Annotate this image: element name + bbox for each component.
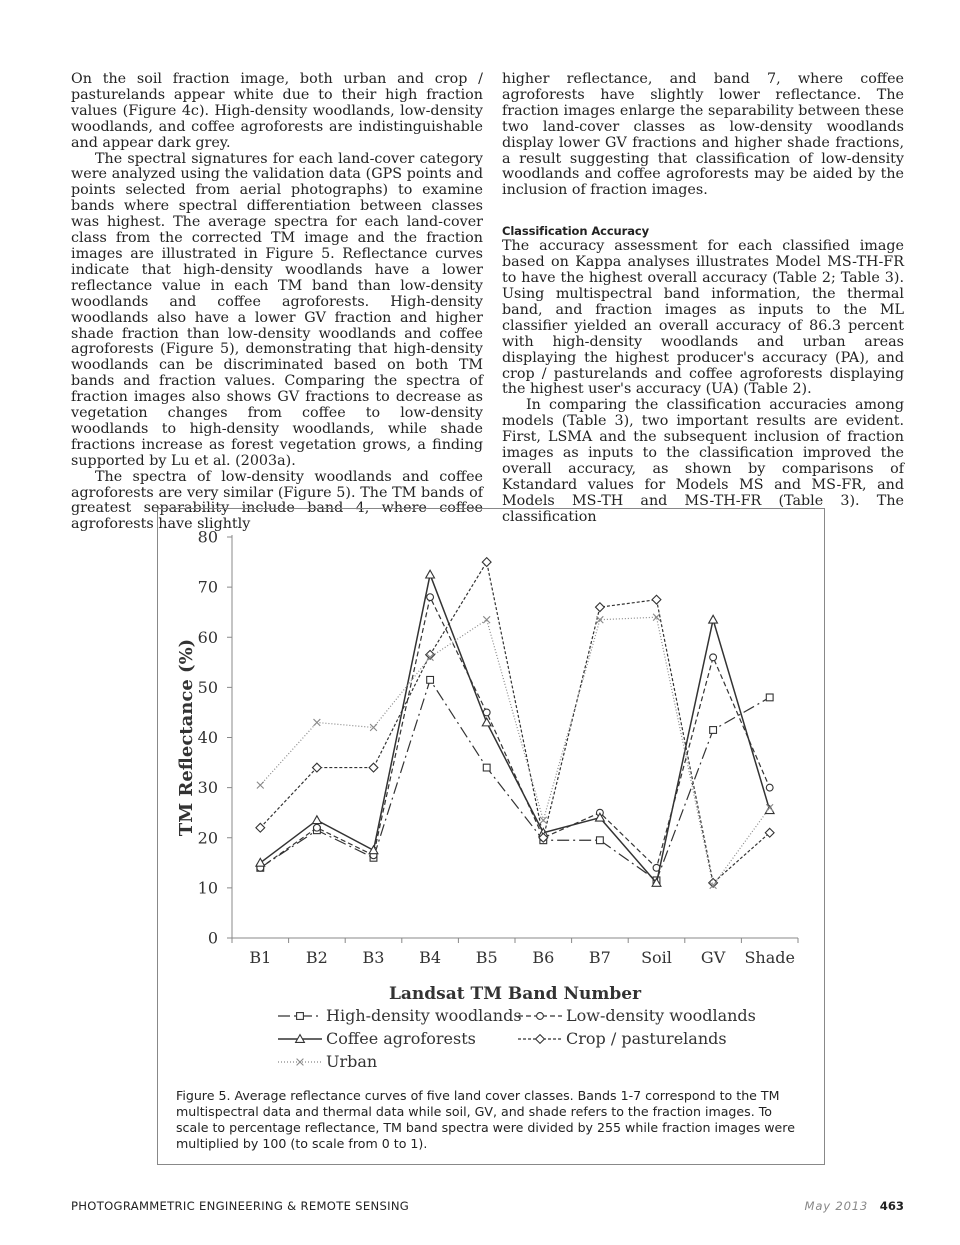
legend-label: Crop / pasturelands (566, 1029, 727, 1048)
data-point (369, 763, 378, 772)
data-point (427, 594, 434, 601)
y-tick-label: 80 (197, 527, 218, 547)
x-tick-label: B5 (475, 948, 498, 967)
legend-label: Low-density woodlands (566, 1006, 756, 1025)
legend-marker (297, 1013, 304, 1020)
data-point (710, 654, 717, 661)
x-tick-label: B3 (362, 948, 385, 967)
left-paragraph-2: The spectral signatures for each land-cover category were analyzed using the validation data (GPS points and points selected from aerial photographs) to examine bands where spectral differentiation between classes was highest. The average spectra for each land-cover class from the corrected TM image and the fraction images are illustrated in Figure 5. Reflectance curves indicate that high-density woodlands have a lower reflectance value in each TM band than low-density woodlands and coffee agroforests. High-density woodlands also have a lower GV fraction and higher shade fraction than low-density woodlands and coffee agroforests (Figure 5), demonstrating that high-density woodlands can be discriminated based on both TM bands and fraction values. Comparing the spectra of fraction images also shows GV fractions to decrease as vegetation changes from coffee to low-density woodlands to high-density woodlands, while shade fractions increase as forest vegetation grows, a finding supported by Lu et al. (2003a). (71, 150, 483, 469)
x-tick-label: B7 (588, 948, 611, 967)
data-point (766, 694, 773, 701)
journal-name: PHOTOGRAMMETRIC ENGINEERING & REMOTE SENSING (71, 1199, 410, 1213)
y-tick-label: 40 (197, 728, 218, 747)
x-tick-label: B1 (249, 948, 272, 967)
data-point (427, 676, 434, 683)
chart-legend (278, 1006, 756, 1071)
y-tick-label: 60 (197, 627, 218, 647)
series-urban (257, 614, 773, 889)
y-tick-label: 30 (197, 778, 218, 798)
page-number: 463 (879, 1199, 904, 1213)
x-axis-title: Landsat TM Band Number (388, 984, 642, 1004)
x-tick-label: Soil (641, 948, 672, 967)
series-crop-pasturelands (256, 558, 774, 888)
data-point (540, 817, 547, 824)
series-line (260, 562, 769, 883)
data-point (597, 837, 604, 844)
left-paragraph-1: On the soil fraction image, both urban and crop / pasturelands appear white due to their high fraction values (Figure 4c). High-density woodlands, low-density woodlands, and coffee agroforests are indistinguishable and appear dark grey. (71, 71, 483, 151)
reflectance-line-chart (158, 509, 824, 1164)
data-point (653, 614, 660, 621)
data-point (313, 763, 322, 772)
data-point (314, 719, 321, 726)
right-paragraph-2: The accuracy assessment for each classified image based on Kappa analyses illustrates Model MS-TH-FR to have the highest overall accuracy (Table 2; Table 3). Using multispectral band information, the thermal band, and fraction images as inputs to the ML classifier yielded an overall accuracy of 86.3 percent with high-density woodlands and urban areas displaying the highest producer's accuracy (PA), and crop / pasturelands and coffee agroforests displaying the highest user's accuracy (UA) (Table 2). (502, 238, 904, 398)
legend-marker (537, 1013, 544, 1020)
y-tick-label: 10 (197, 878, 218, 898)
right-text-column (502, 72, 904, 526)
left-paragraph-3: The spectra of low-density woodlands and coffee agroforests are very similar (Figure 5). The TM bands of greatest separability include band 4, where coffee agroforests have slightly (71, 468, 483, 533)
left-text-column (71, 72, 483, 533)
right-paragraph-1: higher reflectance, and band 7, where coffee agroforests have slightly lower reflectance. The fraction images enlarge the separability between these two land-cover classes as low-density woodlands display lower GV fractions and higher shade fractions, a result suggesting that classification of low-density woodlands and coffee agroforests may be aided by the inclusion of fraction images. (502, 71, 904, 199)
data-point (482, 558, 491, 567)
data-point (257, 782, 264, 789)
y-tick-label: 50 (197, 677, 218, 697)
data-point (256, 823, 265, 832)
legend-marker (536, 1035, 545, 1044)
legend-item (518, 1006, 756, 1025)
legend-item (518, 1029, 727, 1048)
y-tick-label: 0 (207, 928, 218, 948)
legend-label: Urban (326, 1052, 378, 1071)
page-footer-right (805, 1199, 904, 1213)
series-line (260, 597, 769, 868)
legend-item (278, 1006, 522, 1025)
data-point (766, 784, 773, 791)
x-tick-label: B6 (532, 948, 555, 967)
right-paragraph-3: In comparing the classification accuracies among models (Table 3), two important results are evident. First, LSMA and the subsequent inclusion of fraction images as inputs to the classification improved the overall accuracy, as shown by comparisons of Kstandard values for Models MS and MS-FR, and Models MS-TH and MS-TH-FR (Table 3). The classification (502, 397, 904, 525)
issue-date: May 2013 (804, 1199, 869, 1213)
figure-5 (157, 508, 825, 1165)
y-axis-title: TM Reflectance (%) (176, 638, 197, 837)
legend-item (278, 1052, 377, 1071)
y-tick-label: 70 (197, 577, 218, 597)
figure-caption: Figure 5. Average reflectance curves of five land cover classes. Bands 1-7 correspond to the TM multispectral data and thermal data while soil, GV, and shade refers to the fraction images. To scale to percentage reflectance, TM band spectra were divided by 255 while fraction images were multiplied by 100 (to scale from 0 to 1). (176, 1088, 795, 1151)
data-point (652, 595, 661, 604)
series-line (260, 617, 769, 885)
y-tick-label: 20 (197, 828, 218, 848)
legend-label: High-density woodlands (326, 1006, 522, 1025)
section-heading: Classification Accuracy (502, 224, 649, 239)
legend-label: Coffee agroforests (326, 1029, 476, 1048)
data-point (313, 816, 322, 824)
x-tick-label: B2 (305, 948, 328, 967)
data-point (426, 570, 435, 578)
x-tick-label: GV (700, 948, 726, 967)
data-point (710, 727, 717, 734)
x-tick-label: Shade (744, 948, 795, 967)
data-point (596, 603, 605, 612)
data-point (483, 764, 490, 771)
data-point (709, 615, 718, 623)
x-tick-label: B4 (419, 948, 442, 967)
data-point (483, 616, 490, 623)
series-coffee-agroforests (256, 570, 774, 886)
legend-item (278, 1029, 476, 1048)
data-point (314, 824, 321, 831)
series-high-density-woodlands (257, 676, 773, 883)
data-point (597, 616, 604, 623)
